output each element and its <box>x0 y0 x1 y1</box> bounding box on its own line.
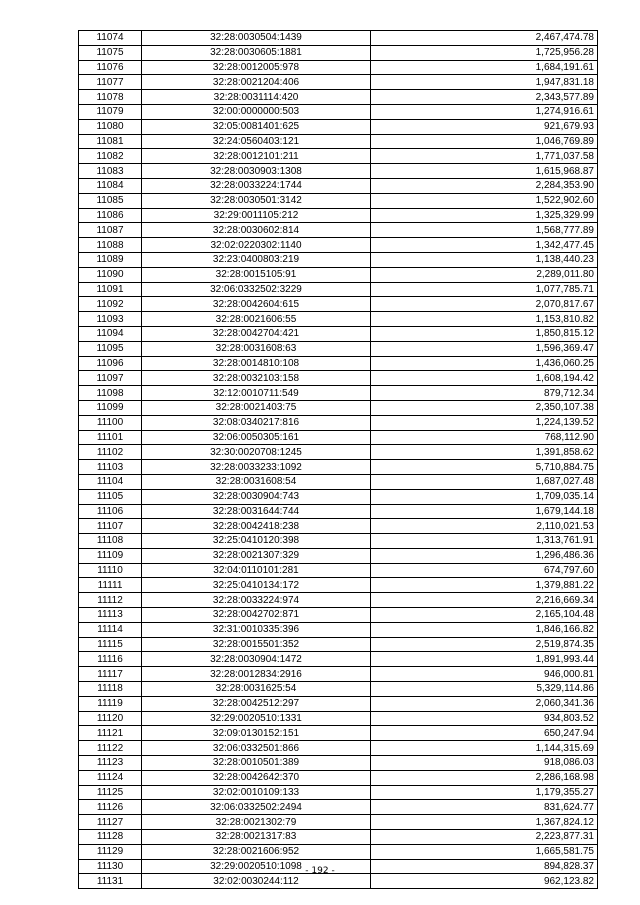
cell-amount: 1,771,037.58 <box>371 149 598 164</box>
table-row <box>79 519 598 534</box>
cell-amount: 1,313,761.91 <box>371 534 598 549</box>
cell-record-id: 11103 <box>79 460 142 475</box>
cell-cadastral-number: 32:28:0031608:54 <box>142 474 371 489</box>
cell-amount: 2,165,104.48 <box>371 608 598 623</box>
cell-record-id: 11075 <box>79 45 142 60</box>
cell-record-id: 11076 <box>79 60 142 75</box>
table-row <box>79 252 598 267</box>
cell-cadastral-number: 32:28:0015501:352 <box>142 637 371 652</box>
cell-cadastral-number: 32:28:0031644:744 <box>142 504 371 519</box>
table-row <box>79 874 598 889</box>
cell-amount: 1,144,315.69 <box>371 741 598 756</box>
cell-amount: 650,247.94 <box>371 726 598 741</box>
cell-cadastral-number: 32:28:0021204:406 <box>142 75 371 90</box>
cell-record-id: 11102 <box>79 445 142 460</box>
cell-cadastral-number: 32:28:0021317:83 <box>142 830 371 845</box>
table-row <box>79 149 598 164</box>
table-row <box>79 830 598 845</box>
cell-record-id: 11121 <box>79 726 142 741</box>
cell-amount: 768,112.90 <box>371 430 598 445</box>
cell-cadastral-number: 32:28:0030904:743 <box>142 489 371 504</box>
cell-amount: 946,000.81 <box>371 667 598 682</box>
cell-cadastral-number: 32:29:0020510:1331 <box>142 711 371 726</box>
cell-amount: 1,679,144.18 <box>371 504 598 519</box>
cell-amount: 2,350,107.38 <box>371 400 598 415</box>
cell-record-id: 11104 <box>79 474 142 489</box>
table-row <box>79 371 598 386</box>
cell-cadastral-number: 32:29:0020510:1098 <box>142 859 371 874</box>
cell-record-id: 11128 <box>79 830 142 845</box>
cell-cadastral-number: 32:28:0042512:297 <box>142 696 371 711</box>
table-row <box>79 238 598 253</box>
cell-cadastral-number: 32:28:0031608:63 <box>142 341 371 356</box>
cell-record-id: 11115 <box>79 637 142 652</box>
cell-cadastral-number: 32:28:0014810:108 <box>142 356 371 371</box>
cell-record-id: 11125 <box>79 785 142 800</box>
cell-amount: 1,367,824.12 <box>371 815 598 830</box>
cell-cadastral-number: 32:28:0042642:370 <box>142 770 371 785</box>
cell-amount: 1,846,166.82 <box>371 622 598 637</box>
cell-cadastral-number: 32:28:0021606:55 <box>142 312 371 327</box>
cell-record-id: 11119 <box>79 696 142 711</box>
cell-record-id: 11116 <box>79 652 142 667</box>
cell-cadastral-number: 32:28:0042702:871 <box>142 608 371 623</box>
cell-amount: 1,615,968.87 <box>371 164 598 179</box>
cell-cadastral-number: 32:28:0030903:1308 <box>142 164 371 179</box>
table-row <box>79 134 598 149</box>
table-row <box>79 785 598 800</box>
cell-cadastral-number: 32:29:0011105:212 <box>142 208 371 223</box>
cell-cadastral-number: 32:02:0220302:1140 <box>142 238 371 253</box>
table-row <box>79 622 598 637</box>
table-row <box>79 770 598 785</box>
cell-record-id: 11127 <box>79 815 142 830</box>
table-row <box>79 474 598 489</box>
cell-cadastral-number: 32:12:0010711:549 <box>142 386 371 401</box>
cell-amount: 5,329,114.86 <box>371 682 598 697</box>
cell-amount: 1,274,916.61 <box>371 104 598 119</box>
cell-amount: 1,325,329.99 <box>371 208 598 223</box>
cell-cadastral-number: 32:09:0130152:151 <box>142 726 371 741</box>
cell-amount: 962,123.82 <box>371 874 598 889</box>
cell-amount: 1,522,902.60 <box>371 193 598 208</box>
cell-cadastral-number: 32:28:0033224:974 <box>142 593 371 608</box>
cell-cadastral-number: 32:28:0015105:91 <box>142 267 371 282</box>
table-row <box>79 696 598 711</box>
cell-amount: 674,797.60 <box>371 563 598 578</box>
cell-record-id: 11124 <box>79 770 142 785</box>
cell-cadastral-number: 32:06:0050305:161 <box>142 430 371 445</box>
cell-record-id: 11097 <box>79 371 142 386</box>
cell-amount: 1,725,956.28 <box>371 45 598 60</box>
cell-record-id: 11111 <box>79 578 142 593</box>
cell-cadastral-number: 32:28:0012101:211 <box>142 149 371 164</box>
table-row <box>79 178 598 193</box>
table-row <box>79 282 598 297</box>
cell-record-id: 11092 <box>79 297 142 312</box>
cell-cadastral-number: 32:23:0400803:219 <box>142 252 371 267</box>
table-row <box>79 460 598 475</box>
cell-cadastral-number: 32:28:0033233:1092 <box>142 460 371 475</box>
cell-amount: 1,179,355.27 <box>371 785 598 800</box>
cell-cadastral-number: 32:02:0010109:133 <box>142 785 371 800</box>
table-row <box>79 297 598 312</box>
cell-cadastral-number: 32:31:0010335:396 <box>142 622 371 637</box>
cell-amount: 918,086.03 <box>371 756 598 771</box>
cell-amount: 2,289,011.80 <box>371 267 598 282</box>
cell-amount: 1,891,993.44 <box>371 652 598 667</box>
table-row <box>79 578 598 593</box>
cell-cadastral-number: 32:00:0000000:503 <box>142 104 371 119</box>
cell-record-id: 11082 <box>79 149 142 164</box>
cell-record-id: 11123 <box>79 756 142 771</box>
cell-amount: 1,850,815.12 <box>371 326 598 341</box>
cell-record-id: 11099 <box>79 400 142 415</box>
table-row <box>79 593 598 608</box>
cell-cadastral-number: 32:06:0332501:866 <box>142 741 371 756</box>
cell-cadastral-number: 32:28:0030605:1881 <box>142 45 371 60</box>
cell-record-id: 11114 <box>79 622 142 637</box>
table-row <box>79 386 598 401</box>
table-row <box>79 312 598 327</box>
cell-cadastral-number: 32:04:0110101:281 <box>142 563 371 578</box>
cell-record-id: 11101 <box>79 430 142 445</box>
cell-amount: 2,216,669.34 <box>371 593 598 608</box>
table-row <box>79 445 598 460</box>
table-row <box>79 800 598 815</box>
cell-cadastral-number: 32:28:0030602:814 <box>142 223 371 238</box>
cell-record-id: 11083 <box>79 164 142 179</box>
table-row <box>79 400 598 415</box>
table-row <box>79 119 598 134</box>
cell-cadastral-number: 32:02:0030244:112 <box>142 874 371 889</box>
cell-amount: 2,467,474.78 <box>371 31 598 46</box>
cell-amount: 2,284,353.90 <box>371 178 598 193</box>
cell-amount: 1,046,769.89 <box>371 134 598 149</box>
cell-amount: 5,710,884.75 <box>371 460 598 475</box>
records-table <box>78 30 598 889</box>
cell-record-id: 11109 <box>79 548 142 563</box>
table-row <box>79 667 598 682</box>
cell-cadastral-number: 32:28:0021307:329 <box>142 548 371 563</box>
table-row <box>79 844 598 859</box>
cell-record-id: 11077 <box>79 75 142 90</box>
table-row <box>79 430 598 445</box>
cell-amount: 1,077,785.71 <box>371 282 598 297</box>
cell-amount: 1,138,440.23 <box>371 252 598 267</box>
cell-cadastral-number: 32:25:0410120:398 <box>142 534 371 549</box>
cell-cadastral-number: 32:28:0031625:54 <box>142 682 371 697</box>
table-row <box>79 756 598 771</box>
cell-record-id: 11122 <box>79 741 142 756</box>
table-row <box>79 608 598 623</box>
cell-record-id: 11118 <box>79 682 142 697</box>
table-row <box>79 563 598 578</box>
cell-record-id: 11090 <box>79 267 142 282</box>
cell-record-id: 11091 <box>79 282 142 297</box>
table-row <box>79 75 598 90</box>
cell-amount: 1,665,581.75 <box>371 844 598 859</box>
cell-record-id: 11113 <box>79 608 142 623</box>
cell-cadastral-number: 32:28:0030904:1472 <box>142 652 371 667</box>
cell-record-id: 11126 <box>79 800 142 815</box>
cell-record-id: 11131 <box>79 874 142 889</box>
table-row <box>79 60 598 75</box>
table-row <box>79 104 598 119</box>
cell-record-id: 11098 <box>79 386 142 401</box>
cell-record-id: 11081 <box>79 134 142 149</box>
cell-amount: 2,060,341.36 <box>371 696 598 711</box>
cell-amount: 1,687,027.48 <box>371 474 598 489</box>
cell-record-id: 11080 <box>79 119 142 134</box>
cell-cadastral-number: 32:28:0012834:2916 <box>142 667 371 682</box>
cell-amount: 2,343,577.89 <box>371 90 598 105</box>
table-row <box>79 45 598 60</box>
cell-cadastral-number: 32:08:0340217:816 <box>142 415 371 430</box>
table-row <box>79 223 598 238</box>
cell-amount: 1,342,477.45 <box>371 238 598 253</box>
cell-record-id: 11105 <box>79 489 142 504</box>
cell-record-id: 11100 <box>79 415 142 430</box>
table-row <box>79 726 598 741</box>
cell-record-id: 11129 <box>79 844 142 859</box>
cell-amount: 1,709,035.14 <box>371 489 598 504</box>
cell-cadastral-number: 32:28:0031114:420 <box>142 90 371 105</box>
cell-cadastral-number: 32:25:0410134:172 <box>142 578 371 593</box>
cell-cadastral-number: 32:28:0030504:1439 <box>142 31 371 46</box>
table-row <box>79 341 598 356</box>
cell-cadastral-number: 32:06:0332502:2494 <box>142 800 371 815</box>
records-table-body <box>79 31 598 889</box>
table-row <box>79 711 598 726</box>
cell-amount: 921,679.93 <box>371 119 598 134</box>
cell-record-id: 11086 <box>79 208 142 223</box>
cell-record-id: 11110 <box>79 563 142 578</box>
cell-amount: 1,224,139.52 <box>371 415 598 430</box>
cell-amount: 1,379,881.22 <box>371 578 598 593</box>
cell-record-id: 11085 <box>79 193 142 208</box>
table-row <box>79 193 598 208</box>
cell-amount: 894,828.37 <box>371 859 598 874</box>
page-number: - 192 - <box>305 866 335 876</box>
cell-record-id: 11112 <box>79 593 142 608</box>
cell-record-id: 11089 <box>79 252 142 267</box>
table-row <box>79 489 598 504</box>
cell-record-id: 11084 <box>79 178 142 193</box>
table-row <box>79 652 598 667</box>
cell-cadastral-number: 32:05:0081401:625 <box>142 119 371 134</box>
cell-amount: 1,436,060.25 <box>371 356 598 371</box>
cell-record-id: 11120 <box>79 711 142 726</box>
table-row <box>79 741 598 756</box>
cell-amount: 934,803.52 <box>371 711 598 726</box>
table-row <box>79 415 598 430</box>
cell-cadastral-number: 32:06:0332502:3229 <box>142 282 371 297</box>
cell-record-id: 11079 <box>79 104 142 119</box>
table-row <box>79 504 598 519</box>
cell-amount: 1,947,831.18 <box>371 75 598 90</box>
cell-cadastral-number: 32:30:0020708:1245 <box>142 445 371 460</box>
cell-record-id: 11107 <box>79 519 142 534</box>
table-row <box>79 208 598 223</box>
table-row <box>79 534 598 549</box>
cell-amount: 2,519,874.35 <box>371 637 598 652</box>
cell-amount: 2,223,877.31 <box>371 830 598 845</box>
cell-amount: 2,070,817.67 <box>371 297 598 312</box>
cell-amount: 1,568,777.89 <box>371 223 598 238</box>
cell-amount: 1,684,191.61 <box>371 60 598 75</box>
cell-amount: 831,624.77 <box>371 800 598 815</box>
cell-amount: 879,712.34 <box>371 386 598 401</box>
cell-cadastral-number: 32:28:0010501:389 <box>142 756 371 771</box>
table-row <box>79 90 598 105</box>
cell-amount: 1,153,810.82 <box>371 312 598 327</box>
cell-cadastral-number: 32:28:0033224:1744 <box>142 178 371 193</box>
table-row <box>79 31 598 46</box>
cell-record-id: 11093 <box>79 312 142 327</box>
table-row <box>79 548 598 563</box>
cell-cadastral-number: 32:28:0021403:75 <box>142 400 371 415</box>
table-row <box>79 637 598 652</box>
cell-record-id: 11130 <box>79 859 142 874</box>
cell-cadastral-number: 32:28:0042604:615 <box>142 297 371 312</box>
table-row <box>79 267 598 282</box>
cell-amount: 1,596,369.47 <box>371 341 598 356</box>
cell-record-id: 11094 <box>79 326 142 341</box>
table-row <box>79 815 598 830</box>
cell-record-id: 11087 <box>79 223 142 238</box>
cell-amount: 1,608,194.42 <box>371 371 598 386</box>
cell-record-id: 11096 <box>79 356 142 371</box>
cell-cadastral-number: 32:28:0032103:158 <box>142 371 371 386</box>
cell-record-id: 11108 <box>79 534 142 549</box>
cell-cadastral-number: 32:28:0030501:3142 <box>142 193 371 208</box>
cell-amount: 2,286,168.98 <box>371 770 598 785</box>
cell-amount: 1,296,486.36 <box>371 548 598 563</box>
cell-amount: 1,391,858.62 <box>371 445 598 460</box>
cell-cadastral-number: 32:24:0560403:121 <box>142 134 371 149</box>
cell-cadastral-number: 32:28:0042704:421 <box>142 326 371 341</box>
cell-record-id: 11078 <box>79 90 142 105</box>
cell-cadastral-number: 32:28:0042418:238 <box>142 519 371 534</box>
cell-record-id: 11088 <box>79 238 142 253</box>
cell-record-id: 11095 <box>79 341 142 356</box>
cell-record-id: 11074 <box>79 31 142 46</box>
table-row <box>79 326 598 341</box>
cell-cadastral-number: 32:28:0021606:952 <box>142 844 371 859</box>
cell-record-id: 11106 <box>79 504 142 519</box>
table-row <box>79 356 598 371</box>
cell-record-id: 11117 <box>79 667 142 682</box>
cell-cadastral-number: 32:28:0012005:978 <box>142 60 371 75</box>
cell-cadastral-number: 32:28:0021302:79 <box>142 815 371 830</box>
cell-amount: 2,110,021.53 <box>371 519 598 534</box>
table-row <box>79 682 598 697</box>
table-row <box>79 164 598 179</box>
